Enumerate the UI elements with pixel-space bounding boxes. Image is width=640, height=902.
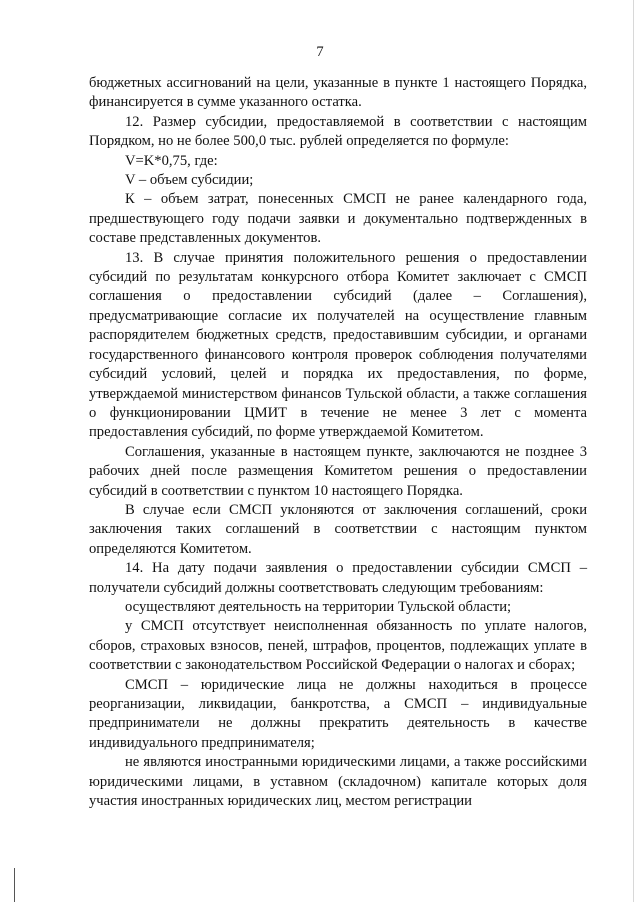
document-body bbox=[89, 74, 587, 811]
paragraph-agreements: Соглашения, указанные в настоящем пункте, заключаются не позднее 3 рабочих дней после размещения Комитетом решения о предоставлении субсидий в соответствии с пунктом 10 настоящего Порядка. bbox=[89, 443, 587, 499]
formula-line: V=K*0,75, где: bbox=[125, 152, 218, 169]
requirement-territory: осуществляют деятельность на территории Тульской области; bbox=[125, 598, 512, 615]
formula-definition-k: К – объем затрат, понесенных СМСП не ранее календарного года, предшествующего году подачи заявки и документально подтвержденных в составе представленных документов. bbox=[89, 191, 587, 247]
paragraph-evasion: В случае если СМСП уклоняются от заключения соглашений, сроки заключения таких соглашений в соответствии с настоящим пунктом определяются Комитетом. bbox=[89, 501, 587, 557]
requirement-reorganization: СМСП – юридические лица не должны находиться в процессе реорганизации, ликвидации, банкротства, а СМСП – индивидуальные предприниматели не должны прекратить деятельность в качестве индивидуального предпринимателя; bbox=[89, 676, 587, 751]
paragraph-13: 13. В случае принятия положительного решения о предоставлении субсидий по результатам конкурсного отбора Комитет заключает с СМСП соглашения о предоставлении субсидий (далее – Соглашения), предусматривающие согласие их получателей на осуществление главным распорядителем бюджетных средств, предоставившим субсидии, и органами государственного финансового контроля проверок соблюдения получателями субсидий условий, целей и порядка их предоставления, по форме, утверждаемой министерством финансов Тульской области, а также соглашения о функционировании ЦМИТ в течение не менее 3 лет с момента предоставления субсидий, по форме утверждаемой Комитетом. bbox=[89, 249, 587, 441]
scan-bottom-mark bbox=[14, 868, 15, 902]
page-number: 7 bbox=[316, 44, 324, 60]
paragraph-12: 12. Размер субсидии, предоставляемой в соответствии с настоящим Порядком, но не более 500,0 тыс. рублей определяется по формуле: bbox=[89, 113, 587, 150]
paragraph-14: 14. На дату подачи заявления о предоставлении субсидии СМСП – получатели субсидий должны соответствовать следующим требованиям: bbox=[89, 560, 587, 596]
requirement-taxes: у СМСП отсутствует неисполненная обязанность по уплате налогов, сборов, страховых взносов, пеней, штрафов, процентов, подлежащих уплате в соответствии с законодательством Российской Федерации о налогах и сборах; bbox=[89, 618, 587, 674]
scan-edge-line bbox=[633, 0, 634, 902]
requirement-foreign: не являются иностранными юридическими лицами, а также российскими юридическими лицами, в уставном (складочном) капитале которых доля участия иностранных юридических лиц, местом регистрации bbox=[89, 754, 587, 810]
paragraph-continuation: бюджетных ассигнований на цели, указанные в пункте 1 настоящего Порядка, финансируется в сумме указанного остатка. bbox=[89, 75, 587, 111]
formula-definition-v: V – объем субсидии; bbox=[125, 172, 254, 189]
